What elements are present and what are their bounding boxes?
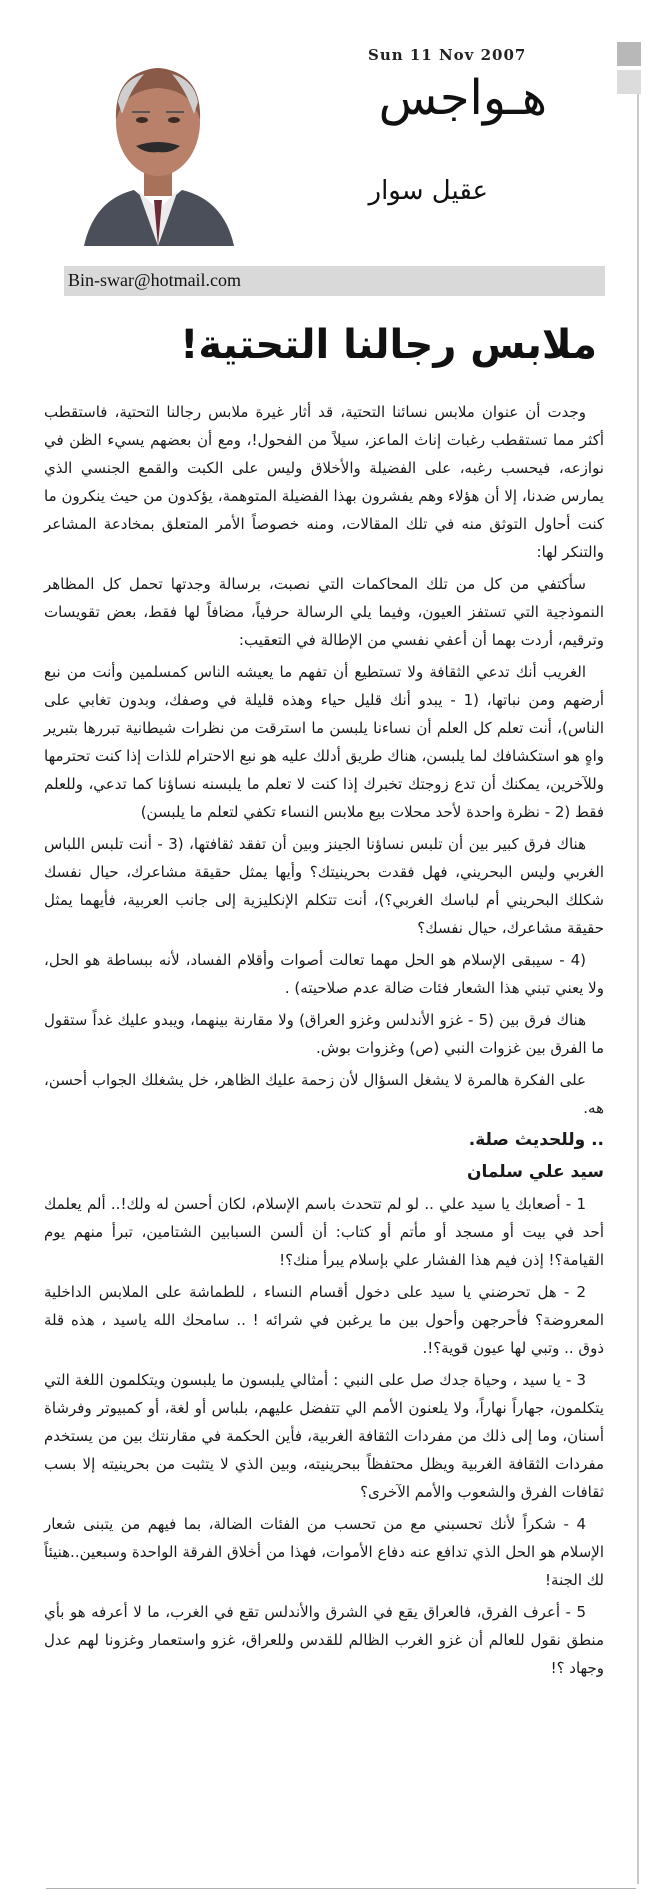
article-paragraph: على الفكرة هالمرة لا يشغل السؤال لأن زحمة عليك الظاهر، خل يشغلك الجواب أحسن، هه. bbox=[44, 1071, 604, 1117]
author-email[interactable]: Bin-swar@hotmail.com bbox=[68, 270, 242, 290]
article-body bbox=[44, 398, 604, 1686]
footer-divider bbox=[46, 1888, 636, 1889]
email-bar bbox=[64, 266, 605, 296]
article-paragraph: وجدت أن عنوان ملابس نسائنا التحتية، قد أثار غيرة ملابس رجالنا التحتية، فاستقطب أكثر مما تستقطب رغبات إناث الماعز، سيلاً من الفحول!، ومع أن بعضهم يسيء الظن في نوازعه، فيحسب رغبه، على الفضيلة والأخلاق وليس على الكبت والقمع الجنسي الذي يمارس ضدنا، إلا أن هؤلاء وهم يفشرون بهذا الفضيلة المتوهمة، يؤكدون من حيث ينكرون ما كنت أحاول التوثق منه في تلك المقالات، ومنه خصوصاً الأمر المتعلق بمخادعة المشاعر والتنكر لها: bbox=[44, 403, 604, 561]
signature-line: .. وللحديث صلة. bbox=[468, 1130, 604, 1150]
article-paragraph: (4 - سيبقى الإسلام هو الحل مهما تعالت أصوات وأقلام الفساد، لأنه ببساطة هو الحل، ولا يعني تبني هذا الشعار فئات ضالة عدم صلاحيته) . bbox=[44, 951, 604, 997]
side-tab-dark[interactable] bbox=[617, 42, 641, 66]
article-paragraph: هناك فرق بين (5 - غزو الأندلس وغزو العراق) ولا مقارنة بينهما، ويبدو عليك غداً ستقول ما الفرق بين غزوات النبي (ص) وغزوات بوش. bbox=[44, 1011, 604, 1057]
article-paragraph: سأكتفي من كل من تلك المحاكمات التي نصبت، برسالة وجدتها تحمل كل المظاهر النموذجية التي تستفز العيون، وفيما يلي الرسالة حرفياً، مضافاً لها فقط، بعض تقويسات وترقيم، أردت بهما أن أعفي نفسي من الإطالة في التعقيب: bbox=[44, 575, 604, 649]
side-tabs bbox=[617, 42, 641, 94]
reply-paragraph: 1 - أصعابك يا سيد علي .. لو لم تتحدث باسم الإسلام، لكان أحسن له ولك!.. ألم يعلمك أحد في بيت أو مسجد أو مأتم أو كتاب: أن ألسن السبابين الشتامين، تبرأ منهم يوم القيامة؟! إذن فيم هذا الفشار علي بإسلام يبرأ منك؟! bbox=[44, 1195, 604, 1269]
reply-paragraph: 2 - هل تحرضني يا سيد على دخول أقسام النساء ، للطماشة على الملابس الداخلية المعروضة؟ فأحرجهن وأحول بين ما يرغبن في شرائه ! .. سامحك الله ياسيد ، هذه قلة ذوق .. وتبي لها عيون قوية؟!. bbox=[44, 1283, 604, 1357]
reply-paragraph: 3 - يا سيد ، وحياة جدك صل على النبي : أمثالي يلبسون ما يلبسون ويتكلمون اللغة التي يتكلمون، جهاراً نهاراً، ولا يلعنون الأمم الي تتفضل عليهم، بلباس أو لغة، أو كمبيوتر وفرشاة أسنان، وما إلى ذلك من مفردات الثقافة الغربية، فأين الحكمة في مقارنتك بين من يستخدم مفردات الثقافة الغربية ويظل محتفظاً ببحرينيته، وبين الذي لا يتثبت من بحرينيته إلا بسب ثقافات الفرق والشعوب والأمم الآخرى؟ bbox=[44, 1371, 604, 1501]
signature-name: سيد علي سلمان bbox=[466, 1162, 604, 1182]
side-tab-light[interactable] bbox=[617, 70, 641, 94]
author-photo bbox=[74, 50, 242, 246]
issue-date: Sun 11 Nov 2007 bbox=[368, 46, 527, 64]
author-name: عقيل سوار bbox=[368, 176, 488, 206]
reply-paragraph: 5 - أعرف الفرق، فالعراق يقع في الشرق والأندلس تقع في الغرب، ما لا أعرفه هو بأي منطق نقول للعالم أن غزو الغرب الظالم للقدس وللعراق، غزو واستعمار وغزونا لهم عدل وجهاد ؟! bbox=[44, 1603, 604, 1677]
sidebar-divider bbox=[637, 94, 639, 1884]
article-headline: ملابس رجالنا التحتية! bbox=[180, 322, 597, 368]
reply-paragraph: 4 - شكراً لأنك تحسبني مع من تحسب من الفئات الضالة، بما فيهم من يتبنى شعار الإسلام هو الحل الذي تدافع عنه دفاع الأموات، فهذا من أخلاق الفرقة الواحدة وسبعين..هنيئاً لك الجنة! bbox=[44, 1515, 604, 1589]
article-paragraph: هناك فرق كبير بين أن تلبس نساؤنا الجينز وبين أن تفقد ثقافتها، (3 - أنت تلبس اللباس الغربي وليس البحريني، فهل فقدت بحرينيتك؟ وأيها يمثل حقيقة مشاعرك، حيال نفسك شكلك البحريني أم لباسك الغربي؟)، أنت تتكلم الإنكليزية إلى جانب العربية، فأيهما يمثل حقيقة مشاعرك، حيال نفسك؟ bbox=[44, 835, 604, 937]
article-paragraph: الغريب أنك تدعي الثقافة ولا تستطيع أن تفهم ما يعيشه الناس كمسلمين وأنت من نبع أرضهم ومن نباتها، (1 - يبدو أنك قليل حياء وهذه قليلة في وصفك، وبدون تغابي على الناس)، أنت تعلم كل العلم أن نساءنا يلبسن ما استرقت من نظرات شيطانية تبررها بتبرير واهٍ هو استكشافك لما يلبسن، هناك طريق أدلك عليه هو نبع الاحترام للذات إذا كنت تحترمها وللآخرين، يمكنك أن تدع زوجتك تخبرك إذا كنت لا تعلم ما يلبسنه نساؤنا كما تدعي، وللعلم فقط (2 - نظرة واحدة لأحد محلات بيع ملابس النساء تكفي لتعلم ما يلبسن) bbox=[44, 663, 604, 821]
column-title: هـواجس bbox=[378, 70, 547, 126]
